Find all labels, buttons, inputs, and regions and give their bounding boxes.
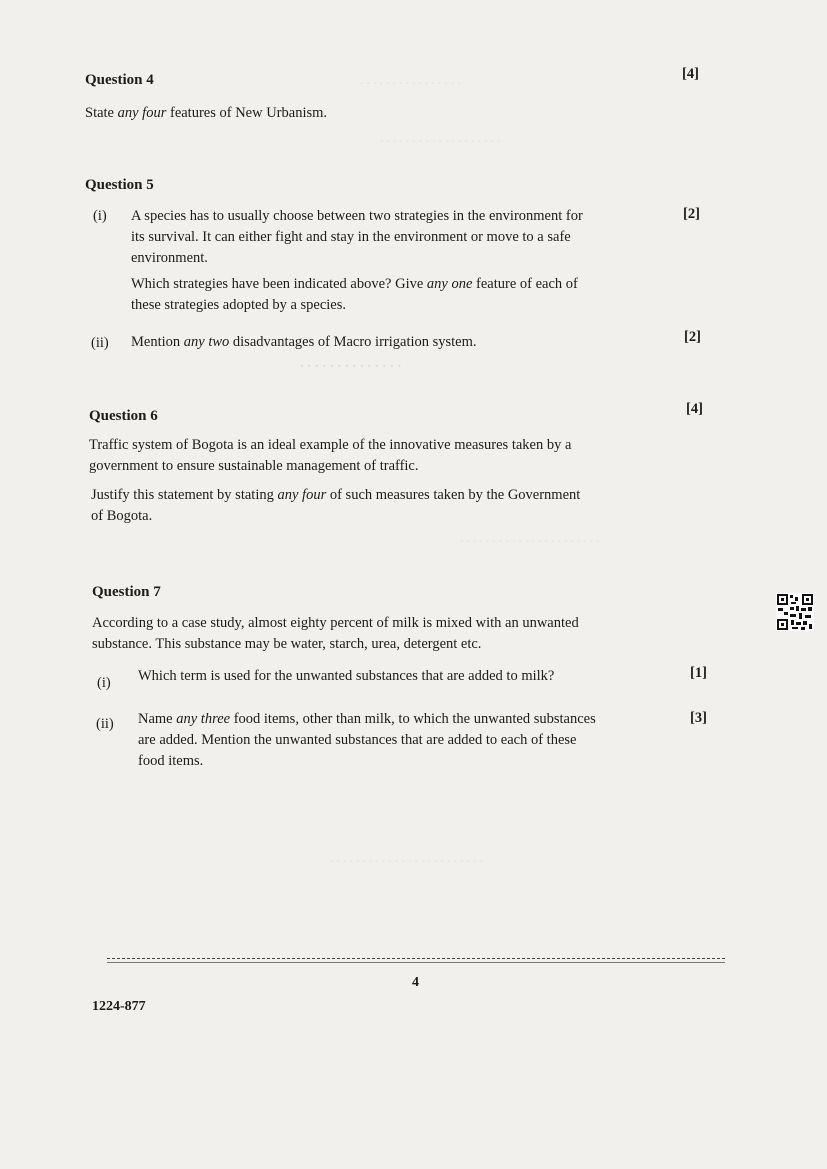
- question-7-part-i-marks: [1]: [690, 665, 707, 681]
- question-4-text: State any four features of New Urbanism.: [85, 105, 328, 121]
- question-5-heading: Question 5: [85, 177, 154, 193]
- question-6-heading: Question 6: [89, 408, 158, 424]
- question-5-part-ii-marks: [2]: [684, 329, 701, 345]
- question-4-marks: [4]: [682, 66, 699, 82]
- question-7-part-ii-text: Name any three food items, other than milk, to which the unwanted substances are added. Mention the unwanted substances that are added to each of these food items.: [138, 711, 596, 769]
- question-7-part-ii-marks: [3]: [690, 710, 707, 726]
- bleed-through-text: . . . . . . . . . . . . . . . . . . .: [380, 130, 501, 145]
- question-7-heading: Question 7: [92, 584, 161, 600]
- question-5-part-ii-number: (ii): [91, 335, 109, 351]
- question-6-paragraph-2: Justify this statement by stating any four of such measures taken by the Government of Bogota.: [91, 487, 581, 524]
- question-5-part-ii-text: Mention any two disadvantages of Macro irrigation system.: [131, 334, 477, 350]
- question-6-marks: [4]: [686, 401, 703, 417]
- question-5-part-i-number: (i): [93, 208, 107, 224]
- question-5-part-i-question: Which strategies have been indicated above? Give any one feature of each of these strategies adopted by a species.: [131, 276, 578, 313]
- question-5-part-i-text: A species has to usually choose between two strategies in the environment for its survival. It can either fight and stay in the environment or move to a safe environment.: [131, 208, 583, 266]
- question-6-paragraph-1: Traffic system of Bogota is an ideal example of the innovative measures taken by a government to ensure sustainable management of traffic.: [89, 437, 572, 474]
- question-4-heading: Question 4: [85, 72, 154, 88]
- footer-rule: [107, 962, 725, 963]
- bleed-through-text: . . . . . . . . . . . . . . . . . . . . . .: [460, 530, 600, 545]
- question-7-intro: According to a case study, almost eighty percent of milk is mixed with an unwanted substance. This substance may be water, starch, urea, detergent etc.: [92, 615, 579, 652]
- page-number: 4: [412, 975, 419, 990]
- question-7-part-ii-number: (ii): [96, 716, 114, 732]
- bleed-through-text: . . . . . . . . . . . . . . . .: [360, 72, 461, 87]
- footer-rule: [107, 958, 725, 959]
- question-7-part-i-number: (i): [97, 675, 111, 691]
- bleed-through-text: . . . . . . . . . . . . . . . . . . . . . . . .: [330, 850, 483, 865]
- qr-code: [776, 593, 814, 631]
- paper-code: 1224-877: [92, 999, 146, 1014]
- bleed-through-text: . . . . . . . . . . . . . .: [300, 355, 402, 371]
- question-5-part-i-marks: [2]: [683, 206, 700, 222]
- question-7-part-i-text: Which term is used for the unwanted substances that are added to milk?: [138, 668, 555, 684]
